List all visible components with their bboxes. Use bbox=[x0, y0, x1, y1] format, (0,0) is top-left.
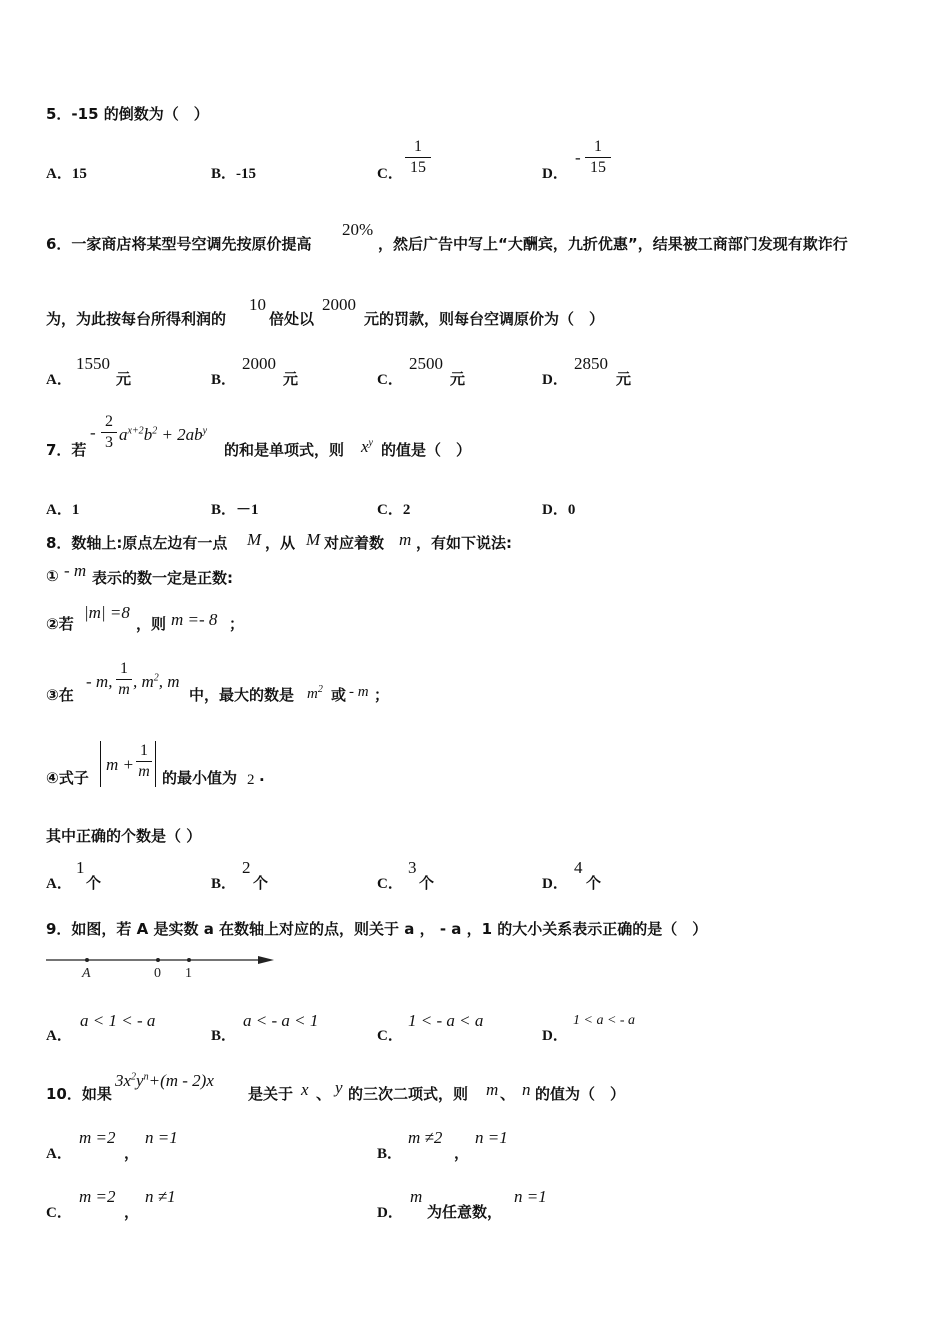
q10-option-a-comma: ， bbox=[124, 1144, 140, 1162]
q6-line1-b: ，然后广告中写上“大酬宾，九折优惠”，结果被工商部门发现有欺诈行 bbox=[378, 235, 848, 253]
q9-option-b-label: B． bbox=[211, 1028, 237, 1044]
q8-statement-3-list-a: - m, bbox=[86, 672, 113, 691]
point-one-dot bbox=[187, 958, 191, 962]
q8-option-d-label: D． bbox=[542, 876, 568, 892]
q8-statement-3-negm: - m bbox=[349, 684, 369, 700]
q6-fine: 2000 bbox=[322, 295, 356, 314]
q10-option-d-v1: m bbox=[410, 1187, 423, 1206]
q8-option-c-unit: 个 bbox=[419, 874, 435, 892]
q8-option-b-label: B． bbox=[211, 876, 237, 892]
q9-option-c-label: C． bbox=[377, 1028, 403, 1044]
q8-option-c-label: C． bbox=[377, 876, 403, 892]
q10-option-c-label: C． bbox=[46, 1205, 72, 1221]
q8-statement-3-end: ； bbox=[374, 686, 390, 704]
q8-statement-4-value: 2 bbox=[247, 772, 255, 788]
q9-option-c-value: 1 < - a < a bbox=[408, 1011, 484, 1030]
q8-stem-b: ，从 bbox=[265, 534, 296, 552]
q8-stem-c: 对应着数 bbox=[324, 534, 385, 552]
q10-polynomial: $3x^2y^n+(m - 2)x$ bbox=[115, 1071, 214, 1090]
q8-statement-4-end: . bbox=[259, 767, 265, 785]
q8-option-a-label: A． bbox=[46, 876, 72, 892]
q10-var-n: n bbox=[522, 1080, 531, 1099]
q8-option-d-value: 4 bbox=[574, 858, 583, 877]
q10-text-b: 的三次二项式，则 bbox=[348, 1085, 469, 1103]
q8-stem-a: 8．数轴上:原点左边有一点 bbox=[46, 534, 228, 552]
q5-option-c-label: C． bbox=[377, 166, 403, 182]
q6-option-a-label: A． bbox=[46, 372, 72, 388]
q8-statement-1-text: 表示的数一定是正数: bbox=[92, 569, 233, 587]
q7-suffix: 的值是（ ） bbox=[381, 441, 472, 459]
point-one-label: 1 bbox=[185, 966, 192, 981]
q10-text-a: 是关于 bbox=[248, 1085, 294, 1103]
q8-stem-d: ，有如下说法: bbox=[416, 534, 512, 552]
q5-option-d-sign: - bbox=[575, 148, 581, 167]
q9-option-b-value: a < - a < 1 bbox=[243, 1011, 319, 1030]
q8-option-a-value: 1 bbox=[76, 858, 85, 877]
q6-option-a-unit: 元 bbox=[116, 370, 132, 388]
point-a-dot bbox=[85, 958, 89, 962]
q6-times: 10 bbox=[249, 295, 266, 314]
q6-percent: 20% bbox=[342, 220, 374, 239]
number-line-arrow bbox=[258, 956, 274, 964]
point-zero-label: 0 bbox=[154, 966, 161, 981]
q7-option-b: B．－1 bbox=[211, 502, 259, 518]
q10-option-b-v1: m ≠2 bbox=[408, 1128, 443, 1147]
q6-option-d-unit: 元 bbox=[616, 370, 632, 388]
q10-option-a-label: A． bbox=[46, 1146, 72, 1162]
q6-line2-c: 元的罚款，则每台空调原价为（ ） bbox=[364, 310, 605, 328]
q5-option-b: B．-15 bbox=[211, 166, 257, 182]
q10-sep-2: 、 bbox=[500, 1085, 516, 1103]
q7-expr-sign: - bbox=[90, 423, 96, 442]
q10-option-c-v1: m =2 bbox=[79, 1187, 116, 1206]
q10-var-y: y bbox=[335, 1078, 343, 1097]
q6-option-c-unit: 元 bbox=[450, 370, 466, 388]
q8-statement-4-fraction: 1 m bbox=[136, 741, 152, 782]
q6-option-a-value: 1550 bbox=[76, 354, 110, 373]
q10-option-d-mid: 为任意数， bbox=[427, 1203, 503, 1221]
q6-option-d-value: 2850 bbox=[574, 354, 608, 373]
q8-option-c-value: 3 bbox=[408, 858, 417, 877]
q9-option-d-label: D． bbox=[542, 1028, 568, 1044]
q8-statement-2-expr2: m =- 8 bbox=[171, 610, 218, 629]
q8-ask: 其中正确的个数是（ ） bbox=[46, 827, 202, 845]
q7-mid: 的和是单项式，则 bbox=[224, 441, 345, 459]
q8-option-a-unit: 个 bbox=[86, 874, 102, 892]
point-a-label: A bbox=[82, 966, 91, 981]
q9-option-a-label: A． bbox=[46, 1028, 72, 1044]
q6-option-b-value: 2000 bbox=[242, 354, 276, 373]
q8-statement-4-text: 的最小值为 bbox=[162, 769, 238, 787]
q10-option-a-v1: m =2 bbox=[79, 1128, 116, 1147]
q10-option-b-comma: ， bbox=[454, 1144, 470, 1162]
q8-statement-3-fraction: 1 m bbox=[116, 659, 132, 700]
q8-option-d-unit: 个 bbox=[586, 874, 602, 892]
q10-prefix: 10．如果 bbox=[46, 1085, 112, 1103]
q5-option-d-fraction: 1 15 bbox=[585, 137, 611, 178]
q8-option-b-value: 2 bbox=[242, 858, 251, 877]
point-zero-dot bbox=[156, 958, 160, 962]
q7-option-a: A．1 bbox=[46, 502, 80, 518]
q8-statement-3-list-b: , $m^2$, m bbox=[133, 672, 180, 691]
q7-xy: $x^y$ bbox=[361, 437, 373, 456]
q8-point-m-2: M bbox=[306, 530, 321, 549]
q9-stem: 9．如图，若 A 是实数 a 在数轴上对应的点，则关于 a ， - a ，1 的大小关系表示正确的是（ ） bbox=[46, 920, 708, 938]
q6-line2-a: 为，为此按每台所得利润的 bbox=[46, 310, 227, 328]
q8-statement-3-m2: $m^2$ bbox=[307, 684, 323, 702]
q8-statement-4-m: m + bbox=[106, 755, 134, 774]
q10-option-d-v2: n =1 bbox=[514, 1187, 547, 1206]
q5-stem: 5．-15 的倒数为（ ） bbox=[46, 105, 209, 123]
q9-option-d-value: 1 < a < - a bbox=[573, 1013, 636, 1028]
q8-statement-2-mark: ②若 bbox=[46, 615, 74, 633]
q8-statement-2-end: ； bbox=[229, 615, 245, 633]
q8-point-m-1: M bbox=[247, 530, 262, 549]
q8-statement-3-mark: ③在 bbox=[46, 686, 74, 704]
q6-line1-a: 6．一家商店将某型号空调先按原价提高 bbox=[46, 235, 312, 253]
q10-var-x: x bbox=[301, 1080, 309, 1099]
q10-text-c: 的值为（ ） bbox=[535, 1085, 626, 1103]
q8-number-m: m bbox=[399, 530, 412, 549]
q7-prefix: 7．若 bbox=[46, 441, 87, 459]
q8-statement-1-expr: - m bbox=[64, 561, 87, 580]
q6-option-b-unit: 元 bbox=[283, 370, 299, 388]
q10-option-d-label: D． bbox=[377, 1205, 403, 1221]
q8-statement-2-expr1: |m| =8 bbox=[84, 603, 130, 622]
q6-option-c-label: C． bbox=[377, 372, 403, 388]
q8-option-b-unit: 个 bbox=[253, 874, 269, 892]
q8-statement-4-abs-left bbox=[100, 741, 101, 787]
q8-statement-2-text: ，则 bbox=[136, 615, 167, 633]
q5-option-a: A．15 bbox=[46, 166, 87, 182]
q9-option-a-value: a < 1 < - a bbox=[80, 1011, 156, 1030]
q8-statement-4-mark: ④式子 bbox=[46, 769, 89, 787]
q10-option-c-comma: ， bbox=[124, 1203, 140, 1221]
q7-option-c: C．2 bbox=[377, 502, 411, 518]
q8-statement-3-or: 或 bbox=[331, 686, 347, 704]
q10-option-c-v2: n ≠1 bbox=[145, 1187, 176, 1206]
q10-option-b-v2: n =1 bbox=[475, 1128, 508, 1147]
q10-sep-1: 、 bbox=[316, 1085, 332, 1103]
q6-option-b-label: B． bbox=[211, 372, 237, 388]
q10-option-b-label: B． bbox=[377, 1146, 403, 1162]
q7-option-d: D．0 bbox=[542, 502, 576, 518]
q7-expr-terms: $a^{x+2}b^2 + 2ab^y$ bbox=[119, 425, 208, 444]
q5-option-d-label: D． bbox=[542, 166, 568, 182]
q8-statement-3-text: 中，最大的数是 bbox=[189, 686, 295, 704]
q7-expr-fraction: 2 3 bbox=[101, 412, 117, 453]
q6-line2-b: 倍处以 bbox=[269, 310, 315, 328]
q10-var-m: m bbox=[486, 1080, 499, 1099]
q5-option-c-fraction: 1 15 bbox=[405, 137, 431, 178]
q6-option-d-label: D． bbox=[542, 372, 568, 388]
q8-statement-1-mark: ① bbox=[46, 567, 59, 585]
q9-number-line bbox=[44, 950, 276, 986]
q6-option-c-value: 2500 bbox=[409, 354, 443, 373]
q10-option-a-v2: n =1 bbox=[145, 1128, 178, 1147]
q8-statement-4-abs-right bbox=[155, 741, 156, 787]
